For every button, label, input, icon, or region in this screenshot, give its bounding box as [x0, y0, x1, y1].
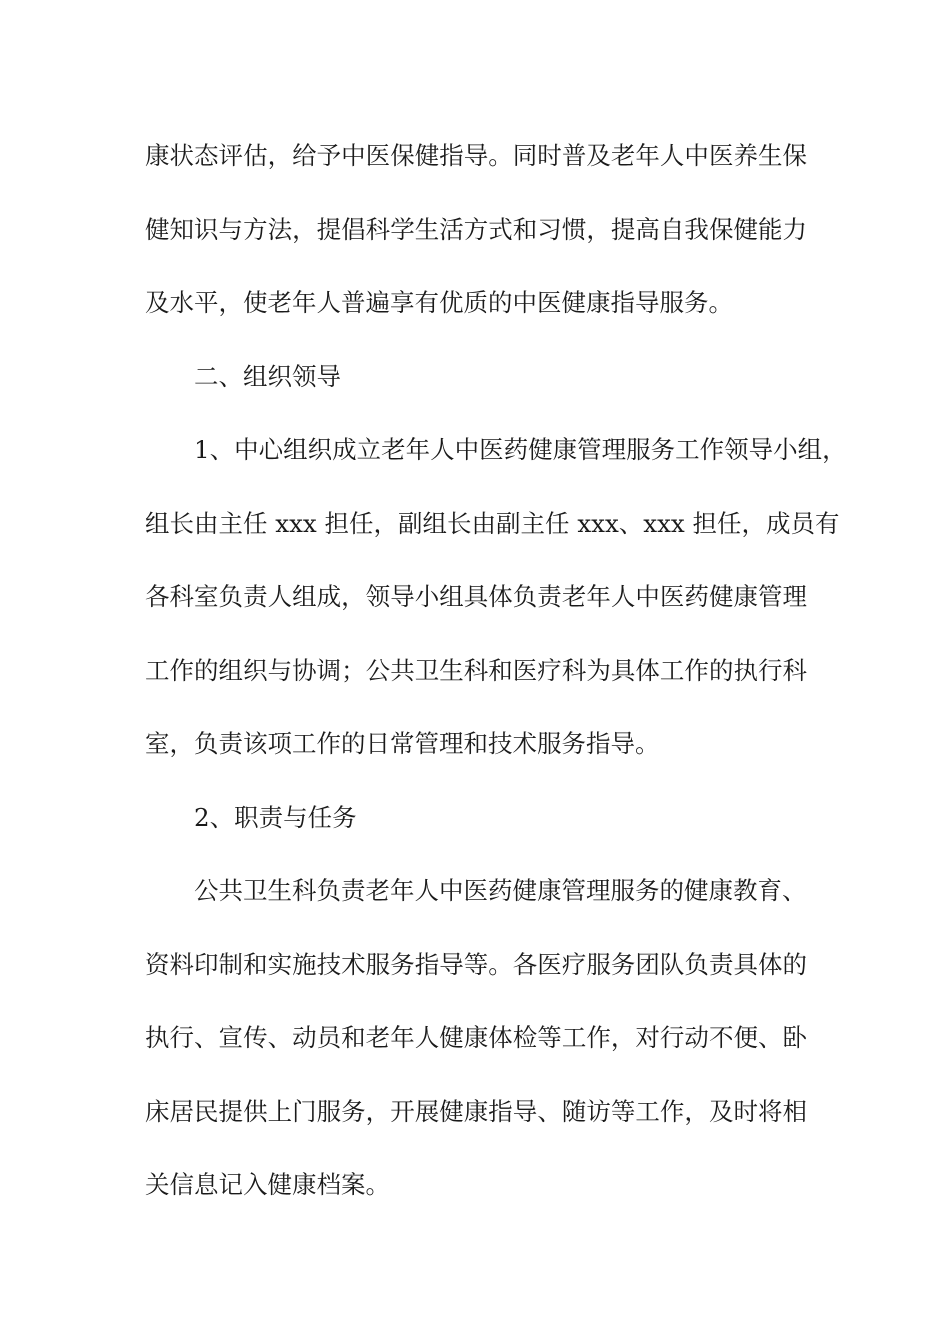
paragraph-line: 工作的组织与协调；公共卫生科和医疗科为具体工作的执行科: [145, 655, 807, 685]
paragraph-line: 1、中心组织成立老年人中医药健康管理服务工作领导小组，: [194, 435, 847, 464]
paragraph-line: 各科室负责人组成，领导小组具体负责老年人中医药健康管理: [145, 582, 807, 611]
paragraph-line: 健知识与方法，提倡科学生活方式和习惯，提高自我保健能力: [145, 214, 807, 244]
document-body: [145, 128, 847, 1231]
paragraph-line: 床居民提供上门服务，开展健康指导、随访等工作，及时将相: [145, 1096, 807, 1126]
section-heading: 二、组织领导: [194, 361, 341, 391]
paragraph-line: 执行、宣传、动员和老年人健康体检等工作，对行动不便、卧: [145, 1023, 807, 1052]
paragraph-line: 康状态评估，给予中医保健指导。同时普及老年人中医养生保: [145, 141, 807, 170]
paragraph-line: 组长由主任 xxx 担任，副组长由副主任 xxx、xxx 担任，成员有: [145, 508, 840, 538]
paragraph-line: 室，负责该项工作的日常管理和技术服务指导。: [145, 729, 660, 758]
paragraph-line: 及水平，使老年人普遍享有优质的中医健康指导服务。: [145, 288, 733, 317]
paragraph-line: 关信息记入健康档案。: [145, 1170, 390, 1199]
paragraph-line: 公共卫生科负责老年人中医药健康管理服务的健康教育、: [194, 876, 807, 905]
paragraph-line: 资料印制和实施技术服务指导等。各医疗服务团队负责具体的: [145, 949, 807, 979]
section-heading: 2、职责与任务: [194, 802, 357, 832]
